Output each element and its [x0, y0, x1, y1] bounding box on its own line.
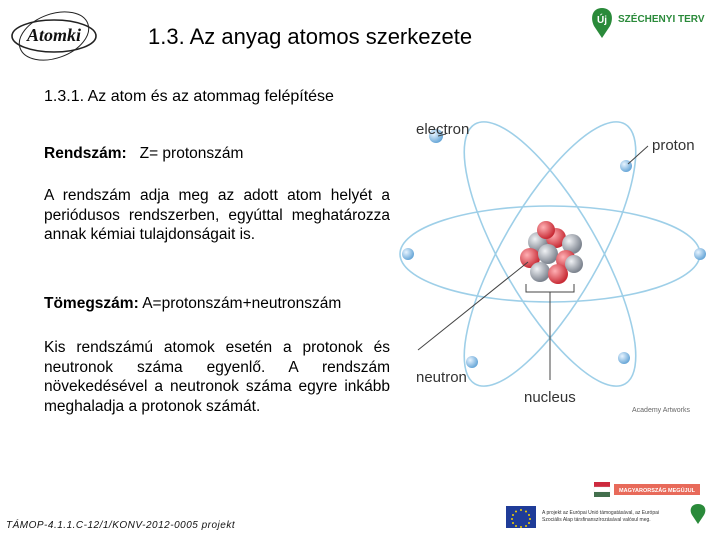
label-proton: proton [652, 137, 695, 154]
svg-text:Új: Új [597, 15, 607, 26]
logo-left-text: Atomki [26, 25, 82, 45]
hungary-badge-text: MAGYARORSZÁG MEGÚJUL [619, 488, 695, 494]
eu-support-line-2: Szociális Alap társfinanszírozásával valósul meg. [542, 517, 651, 523]
project-id: TÁMOP-4.1.1.C-12/1/KONV-2012-0005 projekt [6, 520, 236, 531]
tomegszam-line [44, 294, 390, 314]
atomki-logo [8, 6, 100, 62]
nucleus-particles [520, 221, 583, 284]
rendszam-label: Rendszám: [44, 145, 127, 162]
isotope-description: Kis rendszámú atomok esetén a protonok és neutronok száma egyenlő. A rendszám növekedésével a neutronok száma egyre inkább meghaladja a protonok számát. [44, 339, 390, 415]
logo-right-text: SZÉCHENYI TERV [618, 14, 705, 25]
rendszam-line [44, 144, 390, 164]
label-electron: electron [416, 121, 470, 138]
rendszam-description: A rendszám adja meg az adott atom helyét a periódusos rendszerben, egyúttal meghatározza annak kémiai tulajdonságait is. [44, 187, 390, 243]
szechenyi-mini-icon [691, 504, 706, 524]
page-title: 1.3. Az anyag atomos szerkezete [148, 24, 473, 49]
credit-text: Academy Artworks [632, 407, 690, 414]
label-neutron: neutron [416, 369, 467, 386]
section-subtitle: 1.3.1. Az atom és az atommag felépítése [44, 88, 334, 105]
szechenyi-logo [588, 6, 708, 46]
eu-support-line-1: A projekt az Európai Unió támogatásával, az Európai [542, 510, 660, 516]
rendszam-value: Z= protonszám [139, 145, 244, 162]
eu-flag-icon [506, 506, 536, 528]
footer-logos [498, 476, 714, 536]
tomegszam-label: Tömegszám: [44, 295, 139, 312]
hungary-flag-icon [594, 482, 610, 497]
tomegszam-value: A=protonszám+neutronszám [142, 295, 342, 312]
label-nucleus: nucleus [524, 389, 576, 406]
atom-diagram [398, 114, 716, 420]
